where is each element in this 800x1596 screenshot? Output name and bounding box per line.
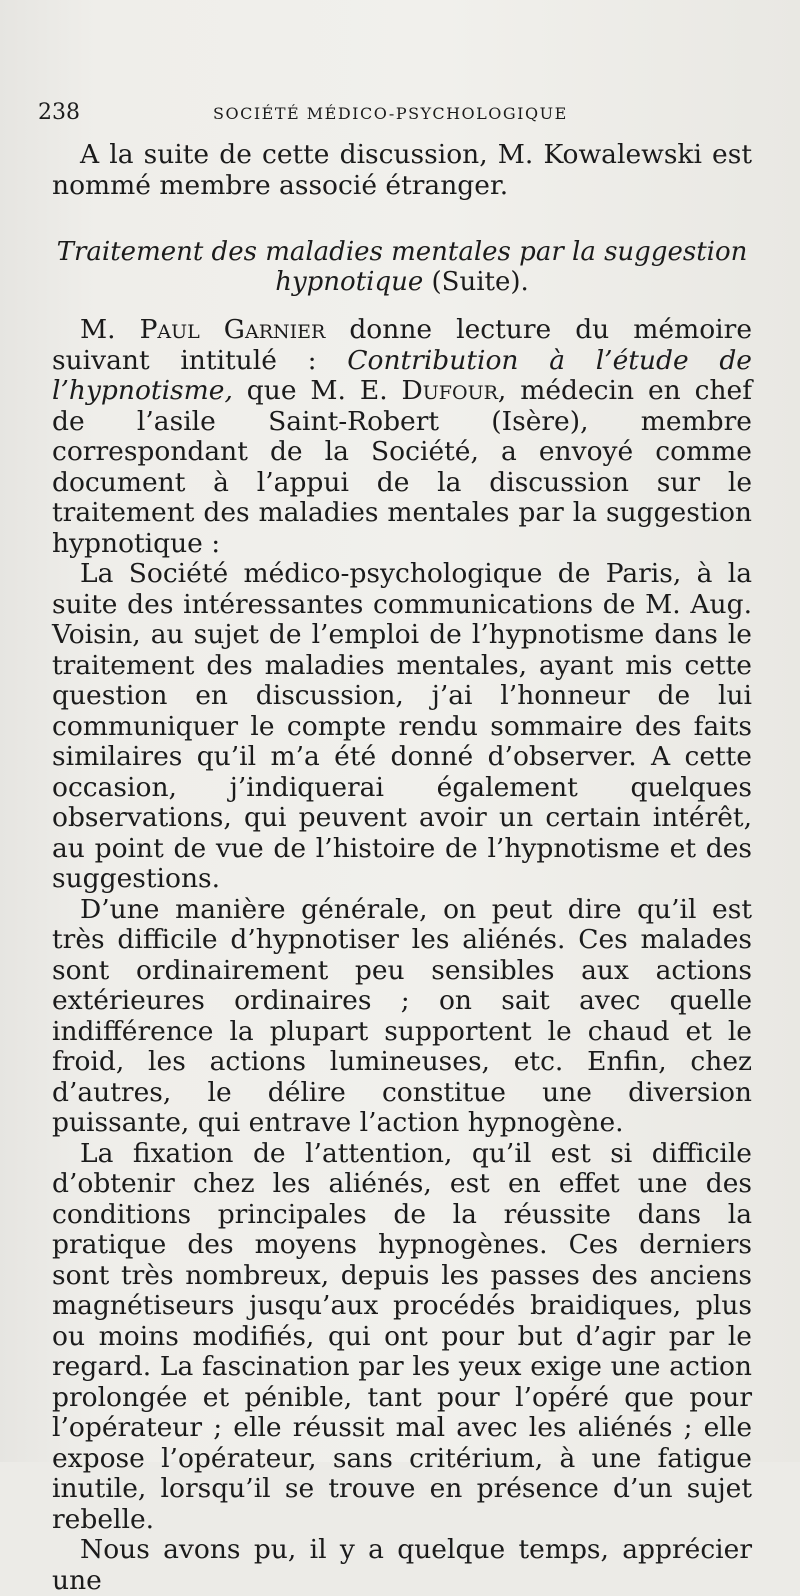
paragraph-societe: La Société médico-psychologique de Paris, à la suite des intéressantes communications de M. Aug. Voisin, au sujet de l’emploi de l’hypnotisme dans le traitement des maladies mentales, ayant mis cette question en discussion, j’ai l’honneur de lui communiquer le compte rendu sommaire des faits similaires qu’il m’a été donné d’observer. A cette occasion, j’indiquerai également quelques observations, qui peuvent avoir un certain intérêt, au point de vue de l’histoire de l’hypnotisme et des suggestions. (52, 558, 752, 894)
section-heading-suffix: (Suite). (423, 267, 529, 297)
text-run: que M. E. (232, 375, 402, 406)
memoir-title: Contribution à l’étude de l’hypnotisme, (52, 344, 752, 406)
author-name-garnier: Paul Garnier (139, 314, 326, 345)
page-body (52, 140, 752, 1596)
text-run: M. (80, 314, 140, 345)
page-number: 238 (38, 100, 80, 125)
paragraph-kowalewski: A la suite de cette discussion, M. Kowalewski est nommé membre associé étranger. (52, 139, 752, 201)
paragraph-nous-avons: Nous avons pu, il y a quelque temps, apprécier une (52, 1534, 752, 1596)
running-title: SOCIÉTÉ MÉDICO-PSYCHOLOGIQUE (213, 104, 568, 123)
text-run: , médecin en chef de l’asile Saint-Robert (Isère), membre correspondant de la Société, a envoyé comme document à l’appui de la discussion sur le traitement des maladies mentales par la suggestion hypnotique : (52, 375, 753, 559)
paragraph-maniere-generale: D’une manière générale, on peut dire qu’il est très difficile d’hypnotiser les aliénés. Ces malades sont ordinairement peu sensibles aux actions extérieures ordinaires ; on sait avec quelle indifférence la plupart supportent le chaud et le froid, les actions lumineuses, etc. Enfin, chez d’autres, le délire constitue une diversion puissante, qui entrave l’action hypnogène. (52, 893, 752, 1138)
text-run: donne lecture du mémoire suivant intitulé : (52, 314, 752, 376)
section-heading-title: Traitement des maladies mentales par la suggestion hypnotique (56, 237, 748, 297)
paragraph-fixation: La fixation de l’attention, qu’il est si difficile d’obtenir chez les aliénés, est en effet une des conditions principales de la réussite dans la pratique des moyens hypnogènes. Ces derniers sont très nombreux, depuis les passes des anciens magnétiseurs jusqu’aux procédés braidiques, plus ou moins modifiés, qui ont pour but d’agir par le regard. La fascination par les yeux exige une action prolongée et pénible, tant pour l’opéré que pour l’opérateur ; elle réussit mal avec les aliénés ; elle expose l’opérateur, sans critérium, à une fatigue inutile, lorsqu’il se trouve en présence d’un sujet rebelle. (52, 1137, 752, 1535)
section-heading (52, 237, 752, 297)
paragraph-garnier (52, 315, 752, 559)
author-name-dufour: Dufour (401, 375, 498, 406)
page-header (38, 100, 756, 130)
